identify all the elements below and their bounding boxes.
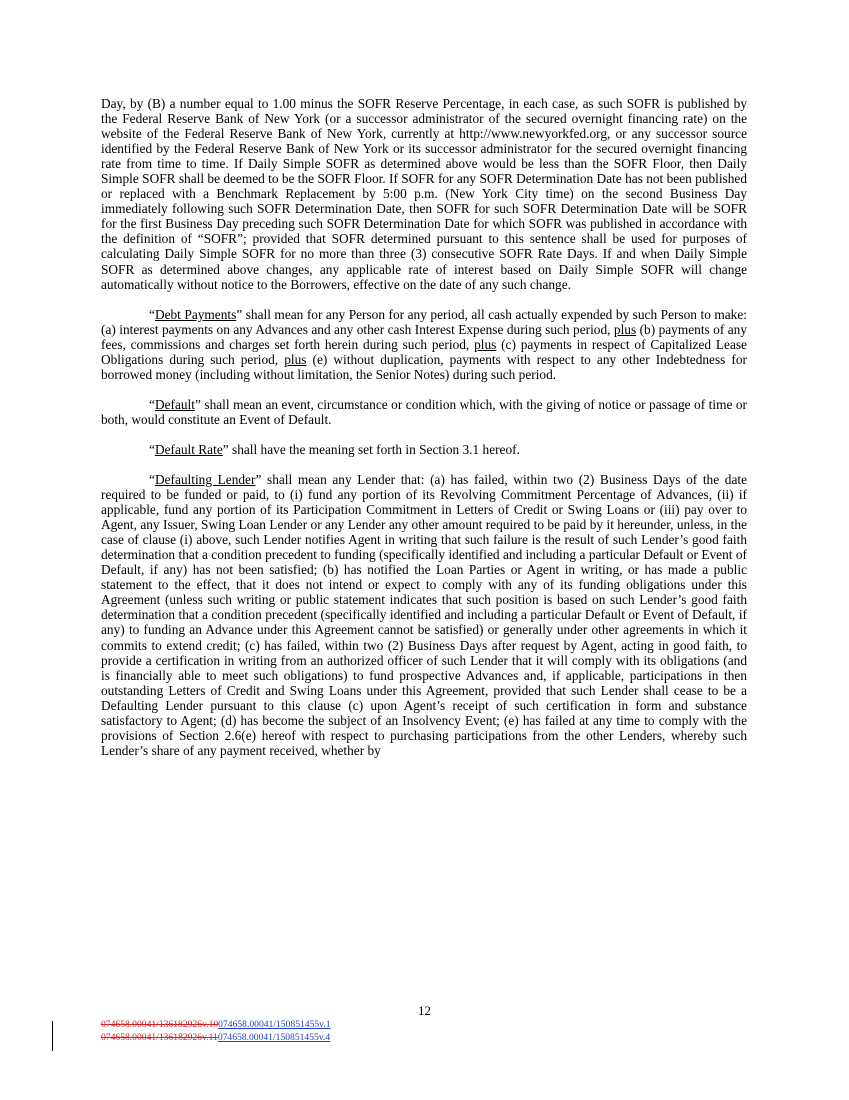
deleted-doc-id: 074658.00041/136182926v.11 [101,1031,218,1043]
plus-connector: plus [474,336,497,352]
plus-connector: plus [613,321,637,337]
document-ids [101,1019,331,1044]
plus-connector: plus [284,351,307,367]
open-quote: “ [149,441,155,457]
document-body [101,96,747,758]
inserted-doc-id: 074658.00041/150851455v.1 [218,1019,331,1030]
defined-term-debt-payments: Debt Payments [154,306,237,322]
default-definition [101,397,747,427]
definition-text: (b) payments of any fees, commissions and charges set forth herein during such period, [101,321,747,352]
definition-text: ” shall mean for any Person for any period, all cash actually expended by such Person to make: (a) interest payments on any Advances and any other cash Interest Expense during such period, [101,306,747,337]
inserted-doc-id: 074658.00041/150851455v.4 [217,1031,331,1043]
defined-term-defaulting-lender: Defaulting Lender [154,471,256,487]
doc-id-line [101,1032,331,1045]
open-quote: “ [149,471,155,487]
defaulting-lender-definition [101,472,747,758]
default-rate-definition [101,442,747,457]
definition-text: ” shall mean any Lender that: (a) has failed, within two (2) Business Days of the date required to be funded or paid, to (i) fund any portion of its Revolving Commitment Percentage of Advances, (ii) if applicable, fund any portion of its Participation Commitment in Letters of Credit or Swing Loans or (iii) pay over to Agent, any Issuer, Swing Loan Lender or any Lender any other amount required to be paid by it hereunder, unless, in the case of clause (i) above, such Lender notifies Agent in writing that such failure is the result of such Lender’s good faith determination that a condition precedent to funding (specifically identified and including a particular Default or Event of Default, if any) has not been satisfied; (b) has notified the Loan Parties or Agent in writing, or has made a public statement to the effect, that it does not intend or expect to comply with any of its funding obligations under this Agreement (unless such writing or public statement indicates that such position is based on such Lender’s good faith determination that a condition precedent (specifically identified and including a particular Default or Event of Default, if any) to funding an Advance under this Agreement cannot be satisfied) or generally under other agreements in which it commits to extend credit; (c) has failed, within two (2) Business Days after request by Agent, acting in good faith, to provide a certification in writing from an authorized officer of such Lender that it will comply with its obligations (and is financially able to meet such obligations) to fund prospective Advances and, if applicable, participations in then outstanding Letters of Credit and Swing Loans under this Agreement, provided that such Lender shall cease to be a Defaulting Lender pursuant to this clause (c) upon Agent’s receipt of such certification in form and substance satisfactory to Agent; (d) has become the subject of an Insolvency Event; (e) has failed at any time to comply with the provisions of Section 2.6(e) hereof with respect to purchasing participations from the other Lenders, whereby such Lender’s share of any payment received, whether by [101,471,747,758]
page-number: 12 [418,1003,431,1018]
definition-text: ” shall have the meaning set forth in Section 3.1 hereof. [222,441,520,457]
debt-payments-definition [101,307,747,382]
defined-term-default-rate: Default Rate [154,441,223,457]
change-bar [52,1021,53,1051]
open-quote: “ [149,396,155,412]
definition-text: (c) payments in respect of Capitalized Lease Obligations during such period, [101,336,747,367]
open-quote: “ [149,306,155,322]
deleted-doc-id: 074658.00041/136182926v.10 [101,1019,219,1030]
defined-term-default: Default [154,396,195,412]
definition-text: ” shall mean an event, circumstance or condition which, with the giving of notice or passage of time or both, would constitute an Event of Default. [101,396,747,427]
sofr-definition-continuation: Day, by (B) a number equal to 1.00 minus the SOFR Reserve Percentage, in each case, as such SOFR is published by the Federal Reserve Bank of New York (or a successor administrator of the secured overnight financing rate) on the website of the Federal Reserve Bank of New York, currently at http://www.newyorkfed.org, or any successor source identified by the Federal Reserve Bank of New York or its successor administrator for the secured overnight financing rate from time to time. If Daily Simple SOFR as determined above would be less than the SOFR Floor, then Daily Simple SOFR shall be deemed to be the SOFR Floor. If SOFR for any SOFR Determination Date has not been published or replaced with a Benchmark Replacement by 5:00 p.m. (New York City time) on the second Business Day immediately following such SOFR Determination Date, then SOFR for such SOFR Determination Date will be SOFR for the first Business Day preceding such SOFR Determination Date for which SOFR was published in accordance with the definition of “SOFR”; provided that SOFR determined pursuant to this sentence shall be used for purposes of calculating Daily Simple SOFR for no more than three (3) consecutive SOFR Rate Days. If and when Daily Simple SOFR as determined above changes, any applicable rate of interest based on Daily Simple SOFR will change automatically without notice to the Borrowers, effective on the date of any such change. [101,96,748,292]
definition-text: (e) without duplication, payments with respect to any other Indebtedness for borrowed money (including without limitation, the Senior Notes) during such period. [101,351,747,382]
doc-id-line [101,1019,331,1032]
